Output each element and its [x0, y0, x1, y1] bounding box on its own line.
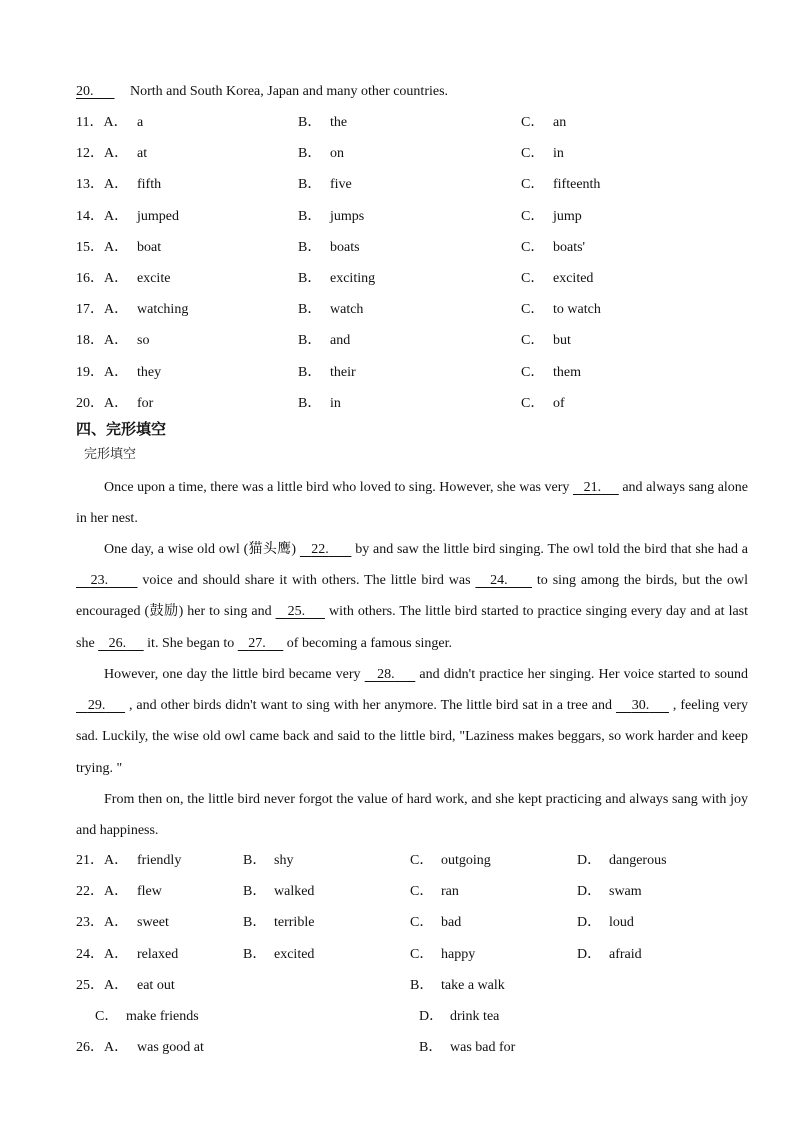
- option-label-b: B．: [298, 364, 322, 380]
- question-number: 24．A．: [76, 946, 129, 962]
- passage-text: , feeling very sad. Luckily, the wise old owl came back and said to the little bird, "Laziness makes beggars, so work harder and keep trying. ": [76, 698, 749, 776]
- option-label-d: D．: [577, 946, 602, 962]
- passage-text: Once upon a time, there was a little bird who loved to sing. However, she was very: [104, 480, 573, 495]
- top-line-text: North and South Korea, Japan and many other countries.: [130, 84, 449, 99]
- option-c[interactable]: in: [553, 146, 564, 162]
- blank-29: 29.: [87, 698, 106, 714]
- option-label-b: B．: [298, 302, 322, 318]
- option-b[interactable]: watch: [330, 302, 364, 318]
- option-label-d: D．: [577, 884, 602, 900]
- option-label-b: B．: [243, 884, 267, 900]
- passage-text: However, one day the little bird became very: [104, 667, 365, 682]
- option-label-c: C．: [410, 853, 434, 868]
- top-line: [76, 83, 448, 101]
- q25-label-c: C．: [95, 1009, 119, 1024]
- option-label-b: B．: [243, 946, 267, 962]
- option-a[interactable]: so: [137, 333, 150, 349]
- q26-option-b[interactable]: was bad for: [450, 1040, 516, 1055]
- question-number: 20．A．: [76, 395, 129, 411]
- question-number: 18．A．: [76, 333, 129, 349]
- option-b[interactable]: five: [330, 177, 352, 193]
- passage-text: and always sang alone in her nest.: [76, 480, 749, 527]
- option-label-c: C．: [521, 177, 545, 193]
- passage-text: voice and should share it with others. The little bird was: [137, 573, 476, 589]
- blank-22: 22.: [311, 542, 329, 557]
- blank-24: 24.: [490, 573, 508, 589]
- option-label-c: C．: [521, 115, 545, 130]
- option-label-b: B．: [243, 915, 267, 931]
- option-b[interactable]: their: [330, 364, 356, 380]
- option-label-c: C．: [521, 239, 545, 255]
- option-a[interactable]: flew: [137, 884, 162, 900]
- option-c[interactable]: outgoing: [441, 853, 491, 868]
- option-c[interactable]: an: [553, 115, 567, 130]
- option-c[interactable]: ran: [441, 884, 459, 900]
- question-number: 12．A．: [76, 146, 129, 162]
- option-a[interactable]: sweet: [137, 915, 169, 931]
- passage-text: One day, a wise old owl (猫头鹰): [104, 542, 300, 557]
- q25-label-d: D．: [419, 1009, 444, 1024]
- option-a[interactable]: jumped: [137, 208, 179, 224]
- option-c[interactable]: happy: [441, 946, 476, 962]
- option-a[interactable]: they: [137, 364, 162, 380]
- passage-paragraph-4: [76, 784, 748, 846]
- question-number: 21．A．: [76, 853, 129, 868]
- passage-paragraph-3: [76, 659, 748, 784]
- option-label-b: B．: [298, 395, 322, 411]
- option-label-b: B．: [243, 853, 267, 868]
- option-d[interactable]: dangerous: [609, 853, 667, 868]
- option-label-d: D．: [577, 853, 602, 868]
- blank-21: 21.: [583, 480, 602, 495]
- option-label-c: C．: [410, 915, 434, 931]
- blank-20: 20.: [76, 84, 94, 99]
- blank-30: 30.: [631, 698, 650, 714]
- option-label-c: C．: [410, 946, 434, 962]
- option-b[interactable]: and: [330, 333, 351, 349]
- option-label-c: C．: [521, 302, 545, 318]
- passage-text: with others. The little bird started to practice singing every day and at last she: [76, 604, 749, 651]
- option-b[interactable]: in: [330, 395, 341, 411]
- option-d[interactable]: swam: [609, 884, 642, 900]
- section-heading: 四、完形填空: [76, 420, 167, 438]
- blank-27: 27.: [248, 635, 266, 651]
- question-number: 15．A．: [76, 239, 129, 255]
- q25-label-b: B．: [410, 978, 434, 993]
- q26-option-a[interactable]: was good at: [137, 1040, 204, 1055]
- question-number: 22．A．: [76, 884, 129, 900]
- option-label-b: B．: [298, 208, 322, 224]
- option-label-c: C．: [521, 364, 545, 380]
- option-a[interactable]: excite: [137, 271, 171, 286]
- option-a[interactable]: watching: [137, 302, 189, 318]
- option-b[interactable]: on: [330, 146, 344, 162]
- option-label-c: C．: [521, 395, 545, 411]
- question-number: 11．A．: [76, 115, 128, 130]
- option-a[interactable]: for: [137, 395, 154, 411]
- option-c[interactable]: fifteenth: [553, 177, 601, 193]
- passage-text: to sing among the birds, but the owl encouraged (鼓励) her to sing and: [76, 573, 749, 620]
- question-number: 16．A．: [76, 271, 129, 286]
- option-a[interactable]: fifth: [137, 177, 162, 193]
- option-c[interactable]: of: [553, 395, 565, 411]
- passage-text: , and other birds didn't want to sing with her anymore. The little bird sat in a tree and: [125, 698, 616, 714]
- option-c[interactable]: to watch: [553, 302, 601, 318]
- option-d[interactable]: afraid: [609, 946, 642, 962]
- blank-23: 23.: [90, 573, 109, 589]
- option-label-b: B．: [298, 177, 322, 193]
- blank-26: 26.: [108, 635, 127, 651]
- q25-option-b[interactable]: take a walk: [441, 978, 505, 993]
- option-b[interactable]: jumps: [330, 208, 365, 224]
- q25-option-a[interactable]: eat out: [137, 978, 175, 993]
- option-label-c: C．: [410, 884, 434, 900]
- option-label-b: B．: [298, 146, 322, 162]
- option-b[interactable]: walked: [274, 884, 315, 900]
- option-label-b: B．: [298, 115, 322, 130]
- passage-text: of becoming a famous singer.: [283, 635, 453, 651]
- question-number: 23．A．: [76, 915, 129, 931]
- passage-paragraph-1: [76, 472, 748, 534]
- option-label-c: C．: [521, 271, 545, 286]
- option-b[interactable]: exciting: [330, 271, 376, 286]
- option-c[interactable]: boats': [553, 239, 586, 255]
- option-b[interactable]: terrible: [274, 915, 315, 931]
- option-b[interactable]: excited: [274, 946, 315, 962]
- option-label-b: B．: [298, 239, 322, 255]
- passage-paragraph-2: [76, 534, 748, 659]
- passage-text: and didn't practice her singing. Her voice started to sound: [415, 667, 749, 682]
- passage-text: From then on, the little bird never forgot the value of hard work, and she kept practicing and always sang with joy and happiness.: [76, 792, 748, 839]
- blank-25: 25.: [287, 604, 306, 620]
- option-a[interactable]: friendly: [137, 853, 182, 868]
- option-c[interactable]: bad: [441, 915, 462, 931]
- q25-option-d[interactable]: drink tea: [450, 1009, 500, 1024]
- passage-text: it. She began to: [143, 635, 238, 651]
- option-b[interactable]: boats: [330, 239, 360, 255]
- question-number: 14．A．: [76, 208, 129, 224]
- option-label-b: B．: [298, 271, 322, 286]
- option-c[interactable]: jump: [553, 208, 582, 224]
- option-b[interactable]: the: [330, 115, 348, 130]
- option-label-d: D．: [577, 915, 602, 931]
- q25-number: 25．A．: [76, 978, 129, 993]
- option-d[interactable]: loud: [609, 915, 634, 931]
- option-label-c: C．: [521, 146, 545, 162]
- question-number: 13．A．: [76, 177, 129, 193]
- q25-option-c[interactable]: make friends: [126, 1009, 199, 1024]
- option-c[interactable]: them: [553, 364, 581, 380]
- question-number: 17．A．: [76, 302, 129, 318]
- option-c[interactable]: but: [553, 333, 571, 349]
- option-a[interactable]: relaxed: [137, 946, 179, 962]
- section-subheading: 完形填空: [84, 447, 137, 462]
- q26-number: 26．A．: [76, 1040, 129, 1055]
- option-b[interactable]: shy: [274, 853, 294, 868]
- option-a[interactable]: at: [137, 146, 148, 162]
- option-a[interactable]: a: [137, 115, 144, 130]
- option-label-c: C．: [521, 208, 545, 224]
- option-label-b: B．: [298, 333, 322, 349]
- option-label-c: C．: [521, 333, 545, 349]
- blank-28: 28.: [377, 667, 395, 682]
- passage-text: by and saw the little bird singing. The owl told the bird that she had a: [351, 542, 749, 557]
- option-c[interactable]: excited: [553, 271, 594, 286]
- q26-label-b: B．: [419, 1040, 443, 1055]
- question-number: 19．A．: [76, 364, 129, 380]
- option-a[interactable]: boat: [137, 239, 162, 255]
